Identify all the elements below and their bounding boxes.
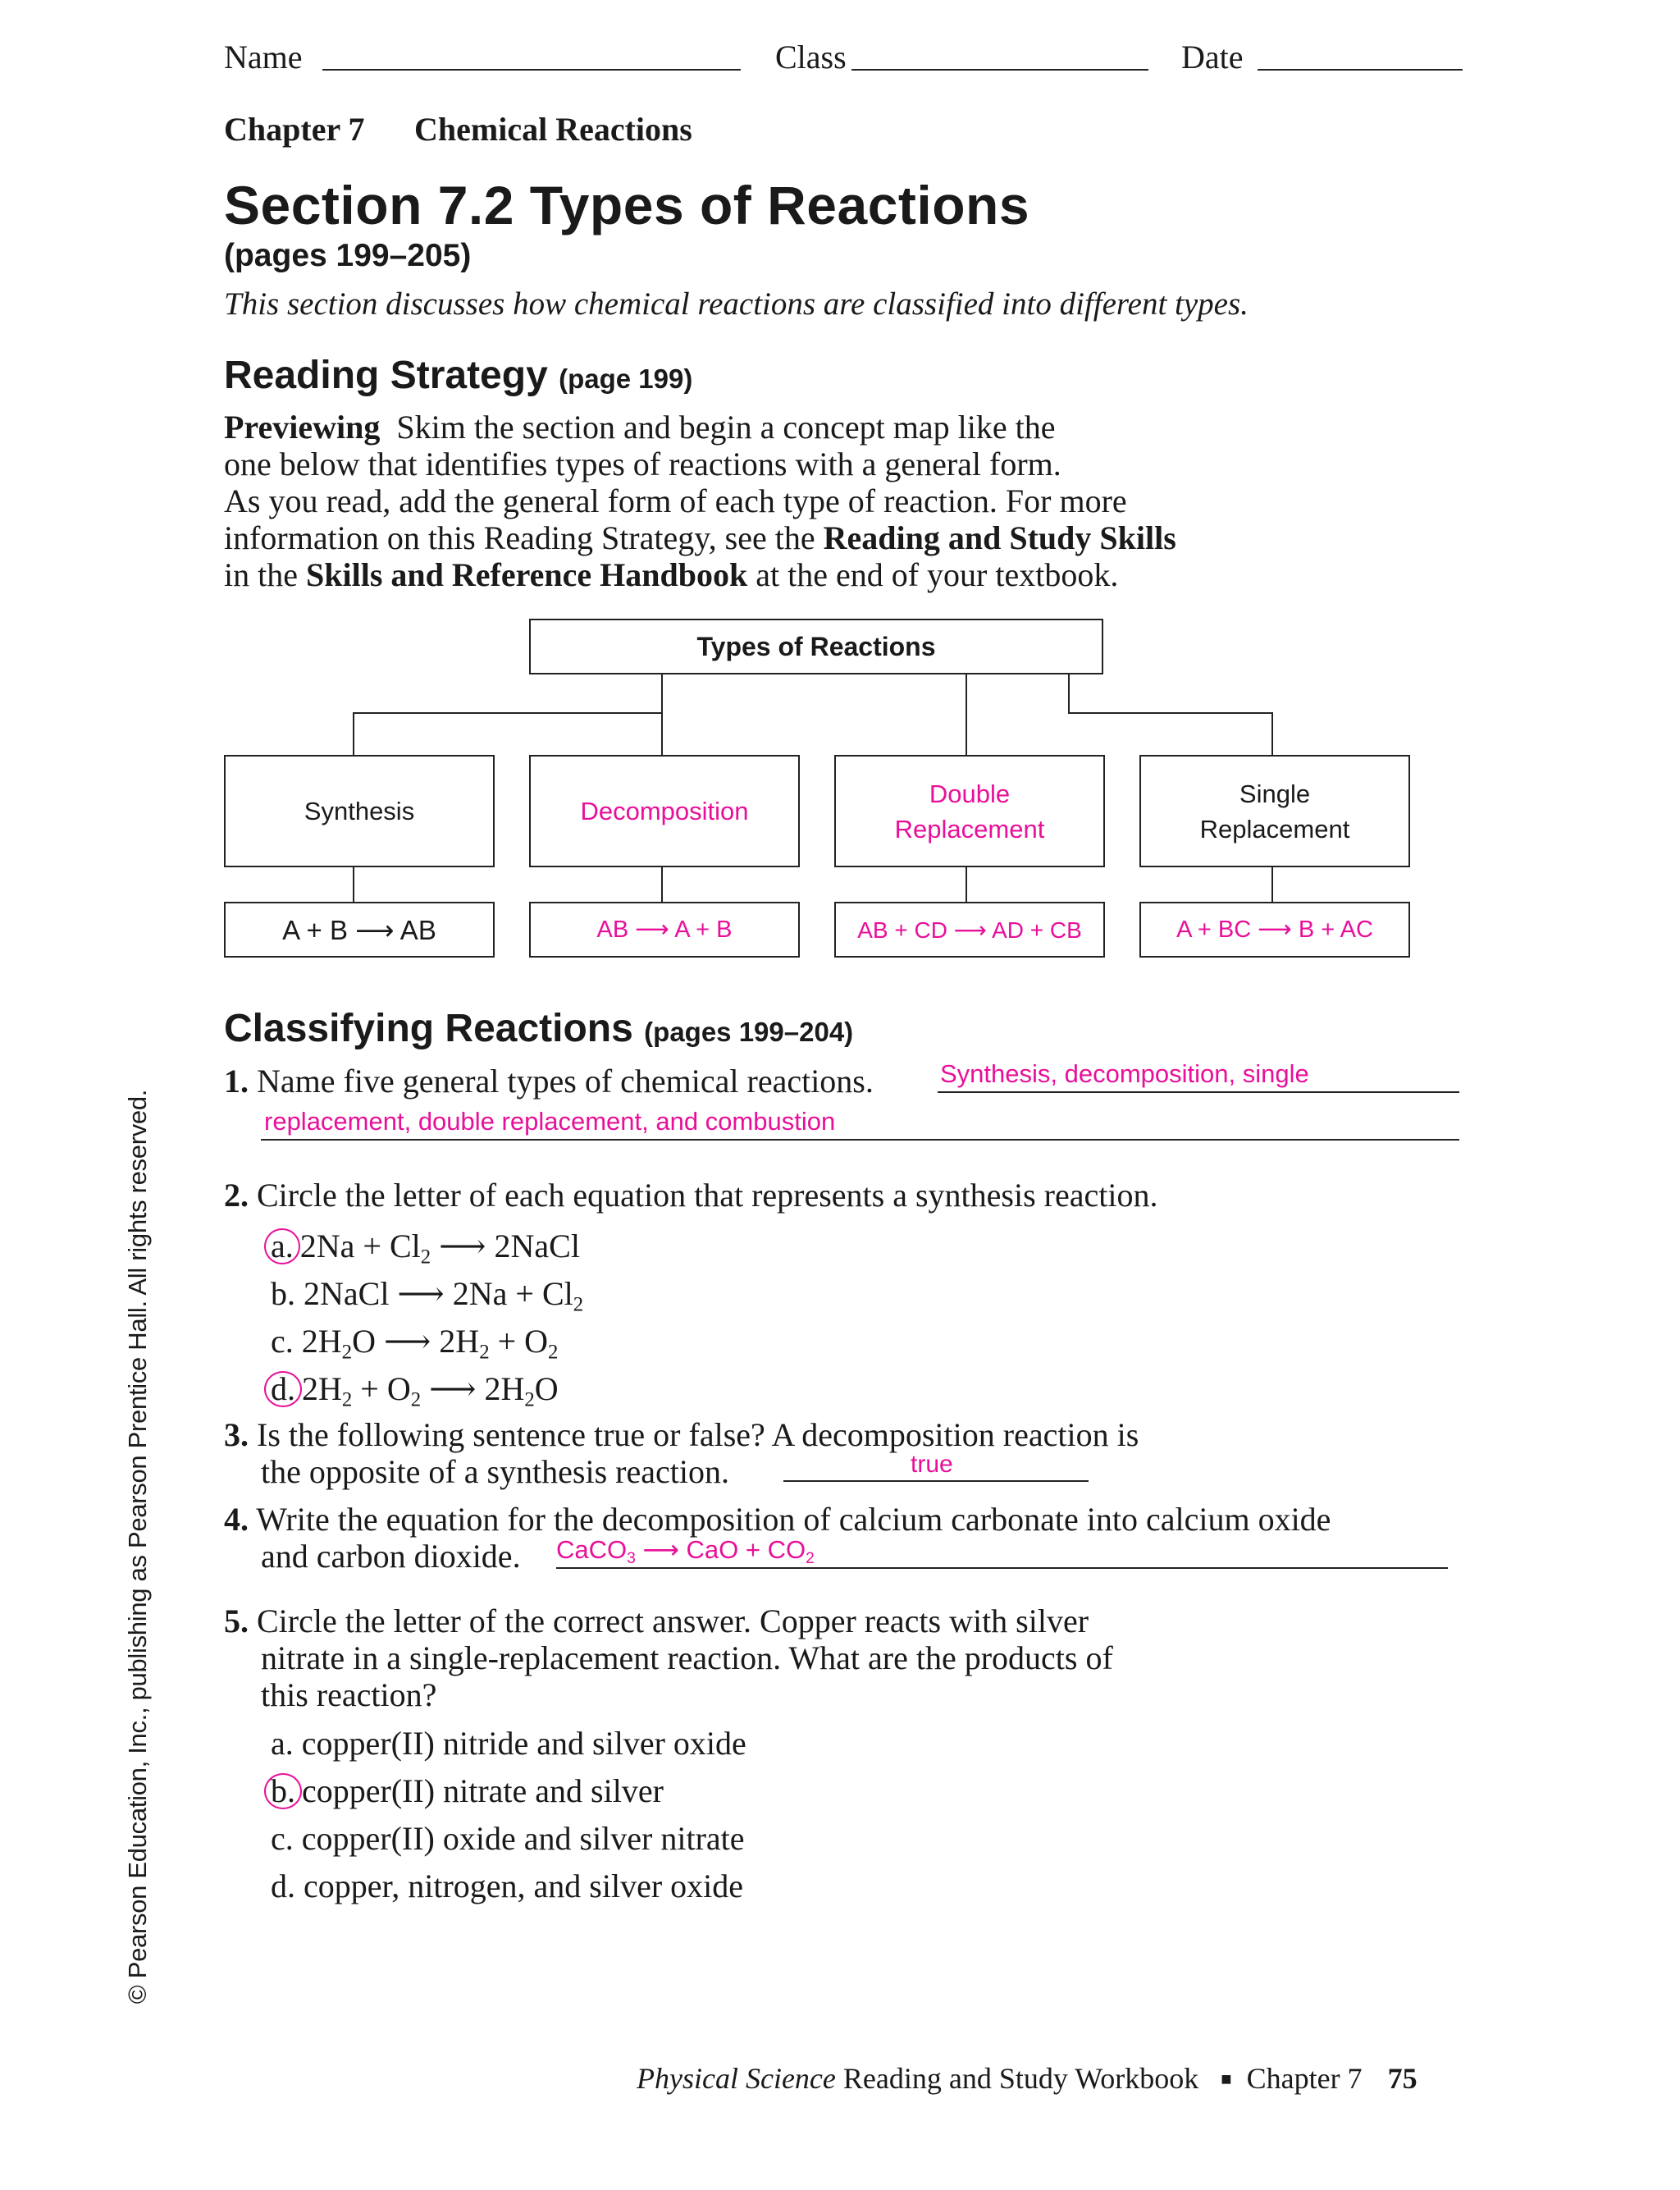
connector [1271, 867, 1273, 902]
section-pages: (pages 199–205) [224, 238, 472, 273]
connector [661, 867, 663, 902]
chapter-title: Chemical Reactions [414, 111, 692, 148]
connector [1068, 674, 1070, 714]
reading-strategy-heading [224, 353, 692, 398]
copper-options [271, 1720, 746, 1910]
connector [1068, 712, 1273, 714]
connector [1271, 712, 1273, 755]
reading-strategy-title: Reading Strategy [224, 354, 548, 397]
form-box-decomposition: AB ⟶ A + B [529, 902, 800, 958]
classifying-pages: (pages 199–204) [644, 1017, 854, 1047]
name-field[interactable] [322, 69, 741, 71]
type-box-decomposition: Decomposition [529, 755, 800, 867]
form-box-synthesis: A + B ⟶ AB [224, 902, 495, 958]
option-c[interactable]: c. $2H_2O$ ⟶ $2H_2 + O_2$ [271, 1323, 559, 1364]
classifying-title: Classifying Reactions [224, 1007, 633, 1050]
footer-chapter: Chapter 7 [1246, 2062, 1363, 2095]
answer-text: replacement, double replacement, and combustion [264, 1107, 836, 1136]
synthesis-options [271, 1223, 583, 1413]
reading-strategy-pages: (page 199) [559, 363, 693, 394]
connector [353, 867, 354, 902]
section-title: Section 7.2 Types of Reactions [224, 175, 1030, 235]
date-label: Date [1181, 39, 1244, 75]
option-a[interactable]: a. copper(II) nitride and silver oxide [271, 1725, 746, 1762]
date-field[interactable] [1258, 69, 1463, 71]
question-5: 5. Circle the letter of the correct answer. Copper reacts with silver nitrate in a single-replacement reaction. What are the products of this reaction? [224, 1602, 1113, 1713]
form-box-double-replacement: AB + CD ⟶ AD + CB [834, 902, 1105, 958]
question-1 [224, 1063, 874, 1100]
type-box-double-replacement: Double Replacement [834, 755, 1105, 867]
question-number: 5. [224, 1602, 249, 1639]
connector [661, 674, 663, 714]
question-number: 1. [224, 1063, 249, 1100]
copyright-notice: © Pearson Education, Inc., publishing as Pearson Prentice Hall. All rights reserved. [123, 1089, 152, 2005]
connector [966, 674, 967, 755]
form-box-single-replacement: A + BC ⟶ B + AC [1139, 902, 1410, 958]
page-number: 75 [1387, 2062, 1418, 2095]
question-text: Name five general types of chemical reactions. [257, 1063, 874, 1100]
option-b[interactable]: b. copper(II) nitrate and silver [271, 1767, 746, 1815]
answer-circle: b. [264, 1773, 302, 1809]
answer-line[interactable] [556, 1567, 1448, 1569]
question-number: 2. [224, 1177, 249, 1214]
option-a[interactable]: a. $2Na + Cl_2$ ⟶ 2NaCl [271, 1223, 583, 1270]
question-text: Circle the letter of each equation that represents a synthesis reaction. [257, 1177, 1158, 1214]
connector [353, 712, 354, 755]
option-d[interactable]: d. copper, nitrogen, and silver oxide [271, 1868, 744, 1904]
footer-bullet: ■ [1221, 2069, 1232, 2089]
previewing-label: Previewing [224, 409, 381, 446]
option-d[interactable]: d. $2H_2 + O_2$ ⟶ $2H_2O$ [271, 1365, 583, 1413]
option-c[interactable]: c. copper(II) oxide and silver nitrate [271, 1820, 745, 1857]
answer-text: Synthesis, decomposition, single [940, 1059, 1309, 1088]
answer-text: true [911, 1451, 953, 1478]
footer [637, 2061, 1418, 2096]
question-number: 4. [224, 1501, 249, 1538]
option-b[interactable]: b. 2NaCl ⟶ $2Na + Cl_2$ [271, 1275, 584, 1316]
question-4: 4. Write the equation for the decomposition of calcium carbonate into calcium oxide and carbon dioxide. [224, 1501, 1331, 1575]
chapter-number: Chapter 7 [224, 111, 365, 148]
footer-book-italic: Physical Science [637, 2062, 836, 2095]
class-label: Class [775, 39, 847, 75]
type-box-single-replacement: Single Replacement [1139, 755, 1410, 867]
connector [966, 867, 967, 902]
class-field[interactable] [851, 69, 1148, 71]
concept-map-root: Types of Reactions [529, 619, 1103, 674]
reading-strategy-text: Previewing Skim the section and begin a concept map like the one below that identifies types of reactions with a general form. As you read, add the general form of each type of reaction. For more information on this Reading Strategy, see the Reading and Study Skills in the Skills and Reference Handbook at the end of your textbook. [224, 409, 1176, 593]
question-2 [224, 1177, 1157, 1214]
answer-circle: a. [264, 1228, 300, 1264]
answer-line[interactable] [783, 1480, 1089, 1482]
type-box-synthesis: Synthesis [224, 755, 495, 867]
name-label: Name [224, 39, 303, 75]
question-number: 3. [224, 1416, 249, 1453]
connector [661, 712, 663, 755]
footer-book: Reading and Study Workbook [835, 2062, 1199, 2095]
connector [353, 712, 663, 714]
answer-circle: d. [264, 1371, 302, 1407]
answer-line[interactable] [938, 1091, 1459, 1093]
answer-line[interactable] [261, 1139, 1459, 1141]
classifying-heading [224, 1006, 853, 1051]
question-3: 3. Is the following sentence true or false? A decomposition reaction is the opposite of a synthesis reaction. [224, 1416, 1139, 1490]
answer-equation: CaCO$_3$ ⟶ CaO + $CO_2$ [556, 1535, 815, 1567]
section-intro: This section discusses how chemical reactions are classified into different types. [224, 286, 1249, 322]
